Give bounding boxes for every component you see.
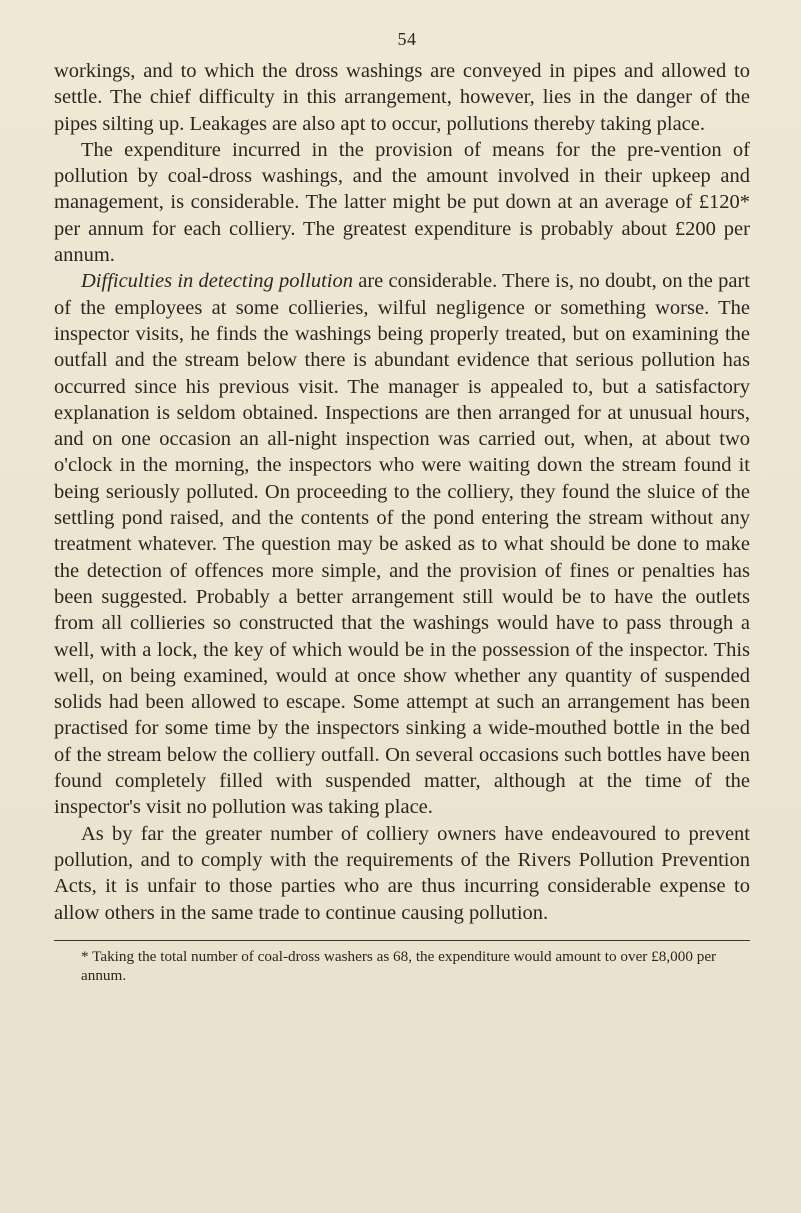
section-lead-italic: Difficulties in detecting pollution [81,270,353,293]
paragraph-difficulties [54,268,750,820]
footnote-text: * Taking the total number of coal-dross washers as 68, the expenditure would amount to over £8,000 per annum. [81,947,717,985]
page-number: 54 [397,29,417,49]
paragraph-expenditure: The expenditure incurred in the provision of means for the pre-vention of pollution by coal-dross washings, and the amount involved in their upkeep and management, is considerable. The latter might be put down at an average of £120* per annum for each colliery. The greatest expenditure is probably about £200 per annum. [54,138,750,267]
paragraph-conclusion: As by far the greater number of colliery owners have endeavoured to prevent pollution, and to comply with the requirements of the Rivers Pollution Prevention Acts, it is unfair to those parties who are thus incurring considerable expense to allow others in the same trade to continue causing pollution. [54,822,750,924]
paragraph-difficulties-body: are considerable. There is, no doubt, on the part of the employees at some collieries, wilful negligence or something worse. The inspector visits, he finds the washings being properly treated, but on examining the outfall and the stream below there is abundant evidence that serious pollution has occurred since his previous visit. The manager is appealed to, but a satisfactory explanation is seldom obtained. Inspections are then arranged for at unusual hours, and on one occasion an all-night inspection was carried out, when, at about two o'clock in the morning, the inspectors who were waiting down the stream found it being seriously polluted. On proceeding to the colliery, they found the sluice of the settling pond raised, and the contents of the pond entering the stream without any treatment whatever. The question may be asked as to what should be done to make the detection of offences more simple, and the provision of fines or penalties has been suggested. Probably a better arrangement still would be to have the outlets from all collieries so constructed that the washings would have to pass through a well, with a lock, the key of which would be in the possession of the inspector. This well, on being examined, would at once show whether any quantity of suspended solids had been allowed to escape. Some attempt at such an arrangement has been practised for some time by the inspectors sinking a wide-mouthed bottle in the bed of the stream below the colliery outfall. On several occasions such bottles have been found completely filled with suspended matter, although at the time of the inspector's visit no pollution was taking place. [54,270,750,819]
footnote [54,947,750,986]
paragraph-continuation: workings, and to which the dross washings are conveyed in pipes and allowed to settle. The chief difficulty in this arrangement, however, lies in the danger of the pipes silting up. Leakages are also apt to occur, pollutions thereby taking place. [54,60,750,135]
footnote-divider [54,940,750,941]
